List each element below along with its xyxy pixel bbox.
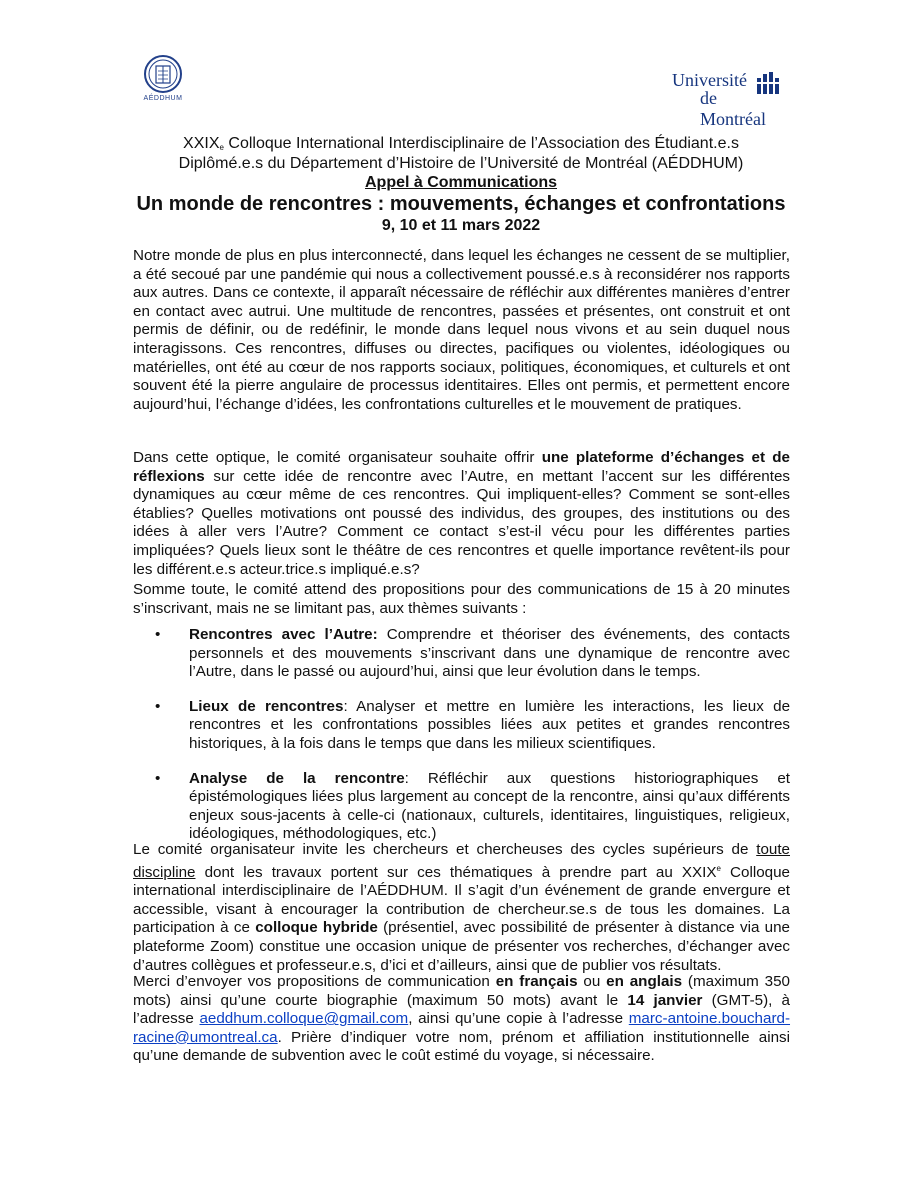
document-header xyxy=(120,134,802,235)
colloquium-dates: 9, 10 et 11 mars 2022 xyxy=(381,217,541,234)
paragraph-themes-intro: Somme toute, le comité attend des propositions pour des communications de 15 à 20 minutes s’inscrivant, mais ne se limitant pas, aux thèmes suivants : xyxy=(133,581,790,617)
colloquium-title: Un monde de rencontres : mouvements, échanges et confrontations xyxy=(136,193,786,215)
list-item: • Analyse de la rencontre: Réfléchir aux questions historiographiques et épistémologiques liées plus largement au concept de la rencontre, ainsi qu’aux différents enjeux sous-jacents à celle-ci (nationaux, culturels, identitaires, linguistiques, religieux, idéologiques, méthodologiques, etc.) xyxy=(155,769,790,843)
paragraph-invitation: Le comité organisateur invite les chercheurs et chercheuses des cycles supérieurs de toute discipline dont les travaux portent sur ces thématiques à prendre part au XXIXe Colloque international interdisciplinaire de l’AÉDDHUM. Il s’agit d’un événement de grande envergure et accessible, visant à encourager la contribution de chercheur.se.s de tous les domaines. La participation à ce colloque hybride (présentiel, avec possibilité de présenter à distance via une plateforme Zoom) constitue une occasion unique de présenter vos recherches, d’échanger avec d’autres collègues et professeur.e.s, d’ici et d’ailleurs, ainsi que de publier vos résultats. xyxy=(133,841,791,974)
udem-logo-line2: de Montréal xyxy=(700,88,766,129)
paragraph-intro: Notre monde de plus en plus interconnecté, dans lequel les échanges ne cessent de se multiplier, a été secoué par une pandémie qui nous a collectivement poussé.e.s à reconsidérer nos rapports aux autres. Dans ce contexte, il apparaît nécessaire de réfléchir aux différentes manières d’entrer en contact avec autrui. Une multitude de rencontres, passées et présentes, ont construit et ont permis de définir, ou de redéfinir, le monde dans lequel nous vivons et au sein duquel nous interagissons. Ces rencontres, diffuses ou directes, pacifiques ou violentes, idéologiques ou matérielles, ont été au cœur de nos rapports sociaux, politiques, économiques, et culturels et ont souvent été la pierre angulaire de processus identitaires. Elles ont permis, et permettent encore aujourd’hui, l’échange d’idées, les confrontations culturelles et le mouvement de pratiques. xyxy=(133,247,790,413)
udem-logo xyxy=(672,70,787,129)
call-for-papers-heading: Appel à Communications xyxy=(364,174,558,191)
list-item: • Lieux de rencontres: Analyser et mettre en lumière les interactions, les lieux de rencontres et les confrontations possibles liées aux petites et grandes rencontres historiques, à la fois dans le temps que dans les milieux scientifiques. xyxy=(155,697,791,752)
paragraph-submission: Merci d’envoyer vos propositions de communication en français ou en anglais (maximum 350 mots) ainsi qu’une courte biographie (maximum 50 mots) avant le 14 janvier (GMT-5), à l’adresse aeddhum.colloque@gmail.com, ainsi qu’une copie à l’adresse marc-antoine.bouchard-racine@umontreal.ca. Prière d’indiquer votre nom, prénom et affiliation institutionnelle ainsi qu’une demande de subvention avec le coût estimé du voyage, si nécessaire. xyxy=(133,973,791,1065)
paragraph-platform: Dans cette optique, le comité organisateur souhaite offrir une plateforme d’échanges et de réflexions sur cette idée de rencontre avec l’Autre, en mettant l’accent sur les différentes dynamiques au cœur même de ces rencontres. Qui impliquent-elles? Comment se sont-elles établies? Quelles motivations ont poussé des individus, des groupes, des institutions ou des idées à aller vers l’Autre? Comment ce contact s’est-il vécu pour les différentes parties impliquées? Quels lieux sont le théâtre de ces rencontres et quelle importance revêtent-ils pour les différent.e.s acteur.trice.s impliqué.e.s? xyxy=(133,449,790,578)
email-link-colloque[interactable]: aeddhum.colloque@gmail.com xyxy=(199,1010,409,1028)
aeddhum-logo xyxy=(135,54,191,102)
themes-list xyxy=(155,626,790,860)
aeddhum-caption: AÉDDHUM xyxy=(143,95,183,102)
header-line2: Diplômé.e.s du Département d’Histoire de l’Université de Montréal (AÉDDHUM) xyxy=(178,155,744,172)
header-line1: XXIXe Colloque International Interdisciplinaire de l’Association des Étudiant.e.s xyxy=(183,135,739,152)
aeddhum-emblem-icon xyxy=(143,54,183,94)
list-item: • Rencontres avec l’Autre: Comprendre et théoriser des événements, des contacts personnels et des mouvements s’inscrivant dans une dynamique de rencontre avec l’Autre, dans le passé ou aujourd’hui, ainsi que leur évolution dans le temps. xyxy=(155,626,790,681)
udem-logo-line1: Université xyxy=(672,70,747,90)
udem-pavilion-icon xyxy=(756,72,782,94)
email-link-organizer[interactable]: marc-antoine.bouchard-racine@umontreal.ca xyxy=(133,1010,791,1046)
